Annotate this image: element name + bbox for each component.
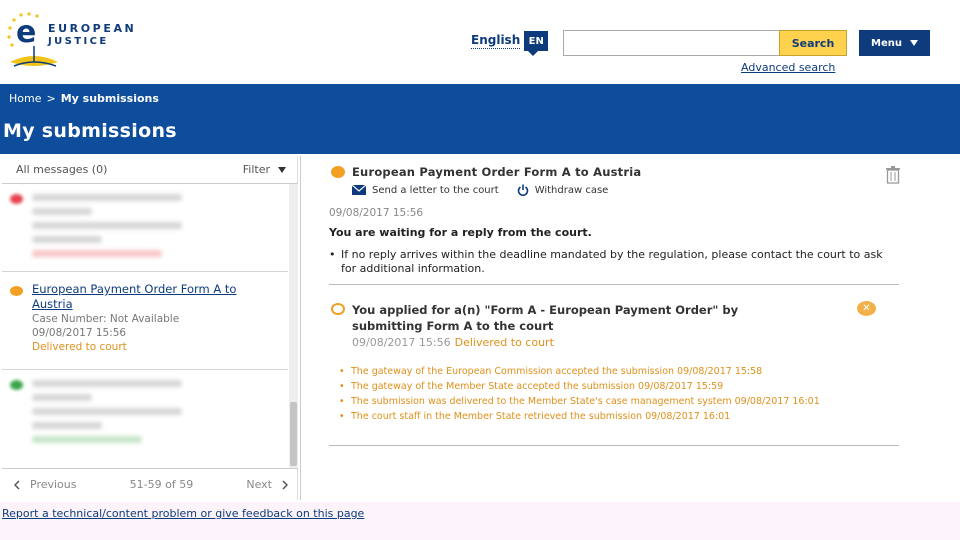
- blurred-text: [32, 208, 92, 215]
- divider: [329, 445, 899, 446]
- messages-list: [2, 184, 288, 468]
- step-item: • The court staff in the Member State retrieved the submission 09/08/2017 16:01: [339, 409, 899, 424]
- message-date: 09/08/2017 15:56: [329, 207, 424, 219]
- breadcrumb-home-link[interactable]: Home: [9, 92, 42, 105]
- blurred-text: [32, 394, 92, 401]
- blurred-text: [32, 236, 102, 243]
- svg-text:e: e: [16, 15, 37, 50]
- blurred-text: [32, 408, 182, 415]
- logo-text-european: EUROPEAN: [48, 22, 137, 35]
- search-button[interactable]: Search: [779, 30, 847, 56]
- application-summary: You applied for a(n) "Form A - European Payment Order" by submitting Form A to the court: [352, 303, 739, 333]
- status-dot-icon: [10, 286, 23, 296]
- list-item-case-number: Case Number: Not Available: [32, 313, 180, 325]
- messages-list-panel: [2, 156, 298, 500]
- logo-text-justice: JUSTICE: [48, 36, 109, 47]
- submission-steps: [339, 364, 899, 424]
- previous-label: Previous: [30, 478, 77, 491]
- withdraw-case-label: Withdraw case: [534, 184, 609, 196]
- filter-dropdown[interactable]: [243, 163, 286, 176]
- list-item-title[interactable]: European Payment Order Form A to Austria: [32, 282, 237, 311]
- send-letter-label: Send a letter to the court: [372, 184, 499, 196]
- collapse-close-icon[interactable]: ✕: [857, 301, 876, 316]
- application-status: Delivered to court: [454, 336, 554, 349]
- blurred-text: [32, 222, 182, 229]
- deadline-info: • If no reply arrives within the deadline mandated by the regulation, please contact the court to ask for additional information.: [329, 248, 899, 276]
- blurred-text: [32, 194, 182, 201]
- previous-page-button[interactable]: [14, 478, 77, 491]
- language-code-badge: EN: [524, 31, 548, 51]
- caret-down-icon: [910, 40, 918, 46]
- next-page-button[interactable]: [246, 478, 288, 491]
- step-item: • The submission was delivered to the Member State's case management system 09/08/2017 16:01: [339, 394, 899, 409]
- step-circle-icon: [331, 303, 345, 315]
- pagination: [2, 468, 298, 500]
- step-item: • The gateway of the European Commission accepted the submission 09/08/2017 15:58: [339, 364, 899, 379]
- breadcrumb-current: My submissions: [60, 92, 159, 105]
- trash-icon[interactable]: [885, 166, 901, 184]
- status-dot-icon: [10, 380, 23, 390]
- envelope-icon: [352, 185, 366, 195]
- list-item-date: 09/08/2017 15:56: [32, 327, 127, 339]
- list-item[interactable]: [2, 184, 288, 272]
- caret-down-icon: [278, 167, 286, 173]
- page-range: 51-59 of 59: [129, 478, 194, 491]
- message-title: European Payment Order Form A to Austria: [352, 165, 642, 179]
- chevron-left-icon: [14, 480, 20, 490]
- next-label: Next: [246, 478, 272, 491]
- page-banner: [0, 84, 960, 154]
- application-date: 09/08/2017 15:56: [352, 336, 451, 349]
- language-selector[interactable]: [471, 31, 548, 51]
- waiting-notice: You are waiting for a reply from the court.: [329, 226, 592, 239]
- breadcrumb: [9, 92, 159, 105]
- page-footer: [0, 502, 960, 540]
- site-header: [0, 0, 960, 84]
- blurred-text: [32, 380, 182, 387]
- chevron-right-icon: [282, 480, 288, 490]
- power-icon: [517, 184, 529, 196]
- divider: [329, 284, 899, 285]
- send-letter-button[interactable]: [352, 184, 499, 196]
- list-item[interactable]: [2, 370, 288, 468]
- blurred-text: [32, 250, 162, 257]
- status-dot-icon: [331, 166, 345, 178]
- blurred-text: [32, 436, 142, 443]
- withdraw-case-button[interactable]: [517, 184, 609, 196]
- filter-label: Filter: [242, 163, 270, 176]
- advanced-search-link[interactable]: Advanced search: [741, 61, 836, 74]
- language-label: English: [471, 33, 521, 47]
- blurred-text: [32, 422, 102, 429]
- menu-button-label: Menu: [871, 37, 902, 49]
- message-actions: [352, 184, 608, 196]
- step-item: • The gateway of the Member State accepted the submission 09/08/2017 15:59: [339, 379, 899, 394]
- all-messages-label: All messages (0): [16, 163, 108, 176]
- messages-list-header: [2, 156, 298, 184]
- message-detail-panel: [300, 156, 912, 500]
- e-justice-logo[interactable]: [4, 10, 137, 76]
- list-item-selected[interactable]: [2, 272, 288, 370]
- feedback-link[interactable]: Report a technical/content problem or give feedback on this page: [2, 507, 365, 520]
- page-title: My submissions: [3, 120, 177, 142]
- scrollbar-thumb[interactable]: [290, 402, 297, 466]
- breadcrumb-separator: >: [46, 92, 56, 105]
- list-item-status: Delivered to court: [32, 341, 127, 353]
- search-input[interactable]: [563, 30, 781, 56]
- messages-scrollbar[interactable]: [289, 184, 298, 468]
- menu-button[interactable]: [859, 30, 930, 56]
- application-date-line: [352, 336, 554, 349]
- status-dot-icon: [10, 194, 23, 204]
